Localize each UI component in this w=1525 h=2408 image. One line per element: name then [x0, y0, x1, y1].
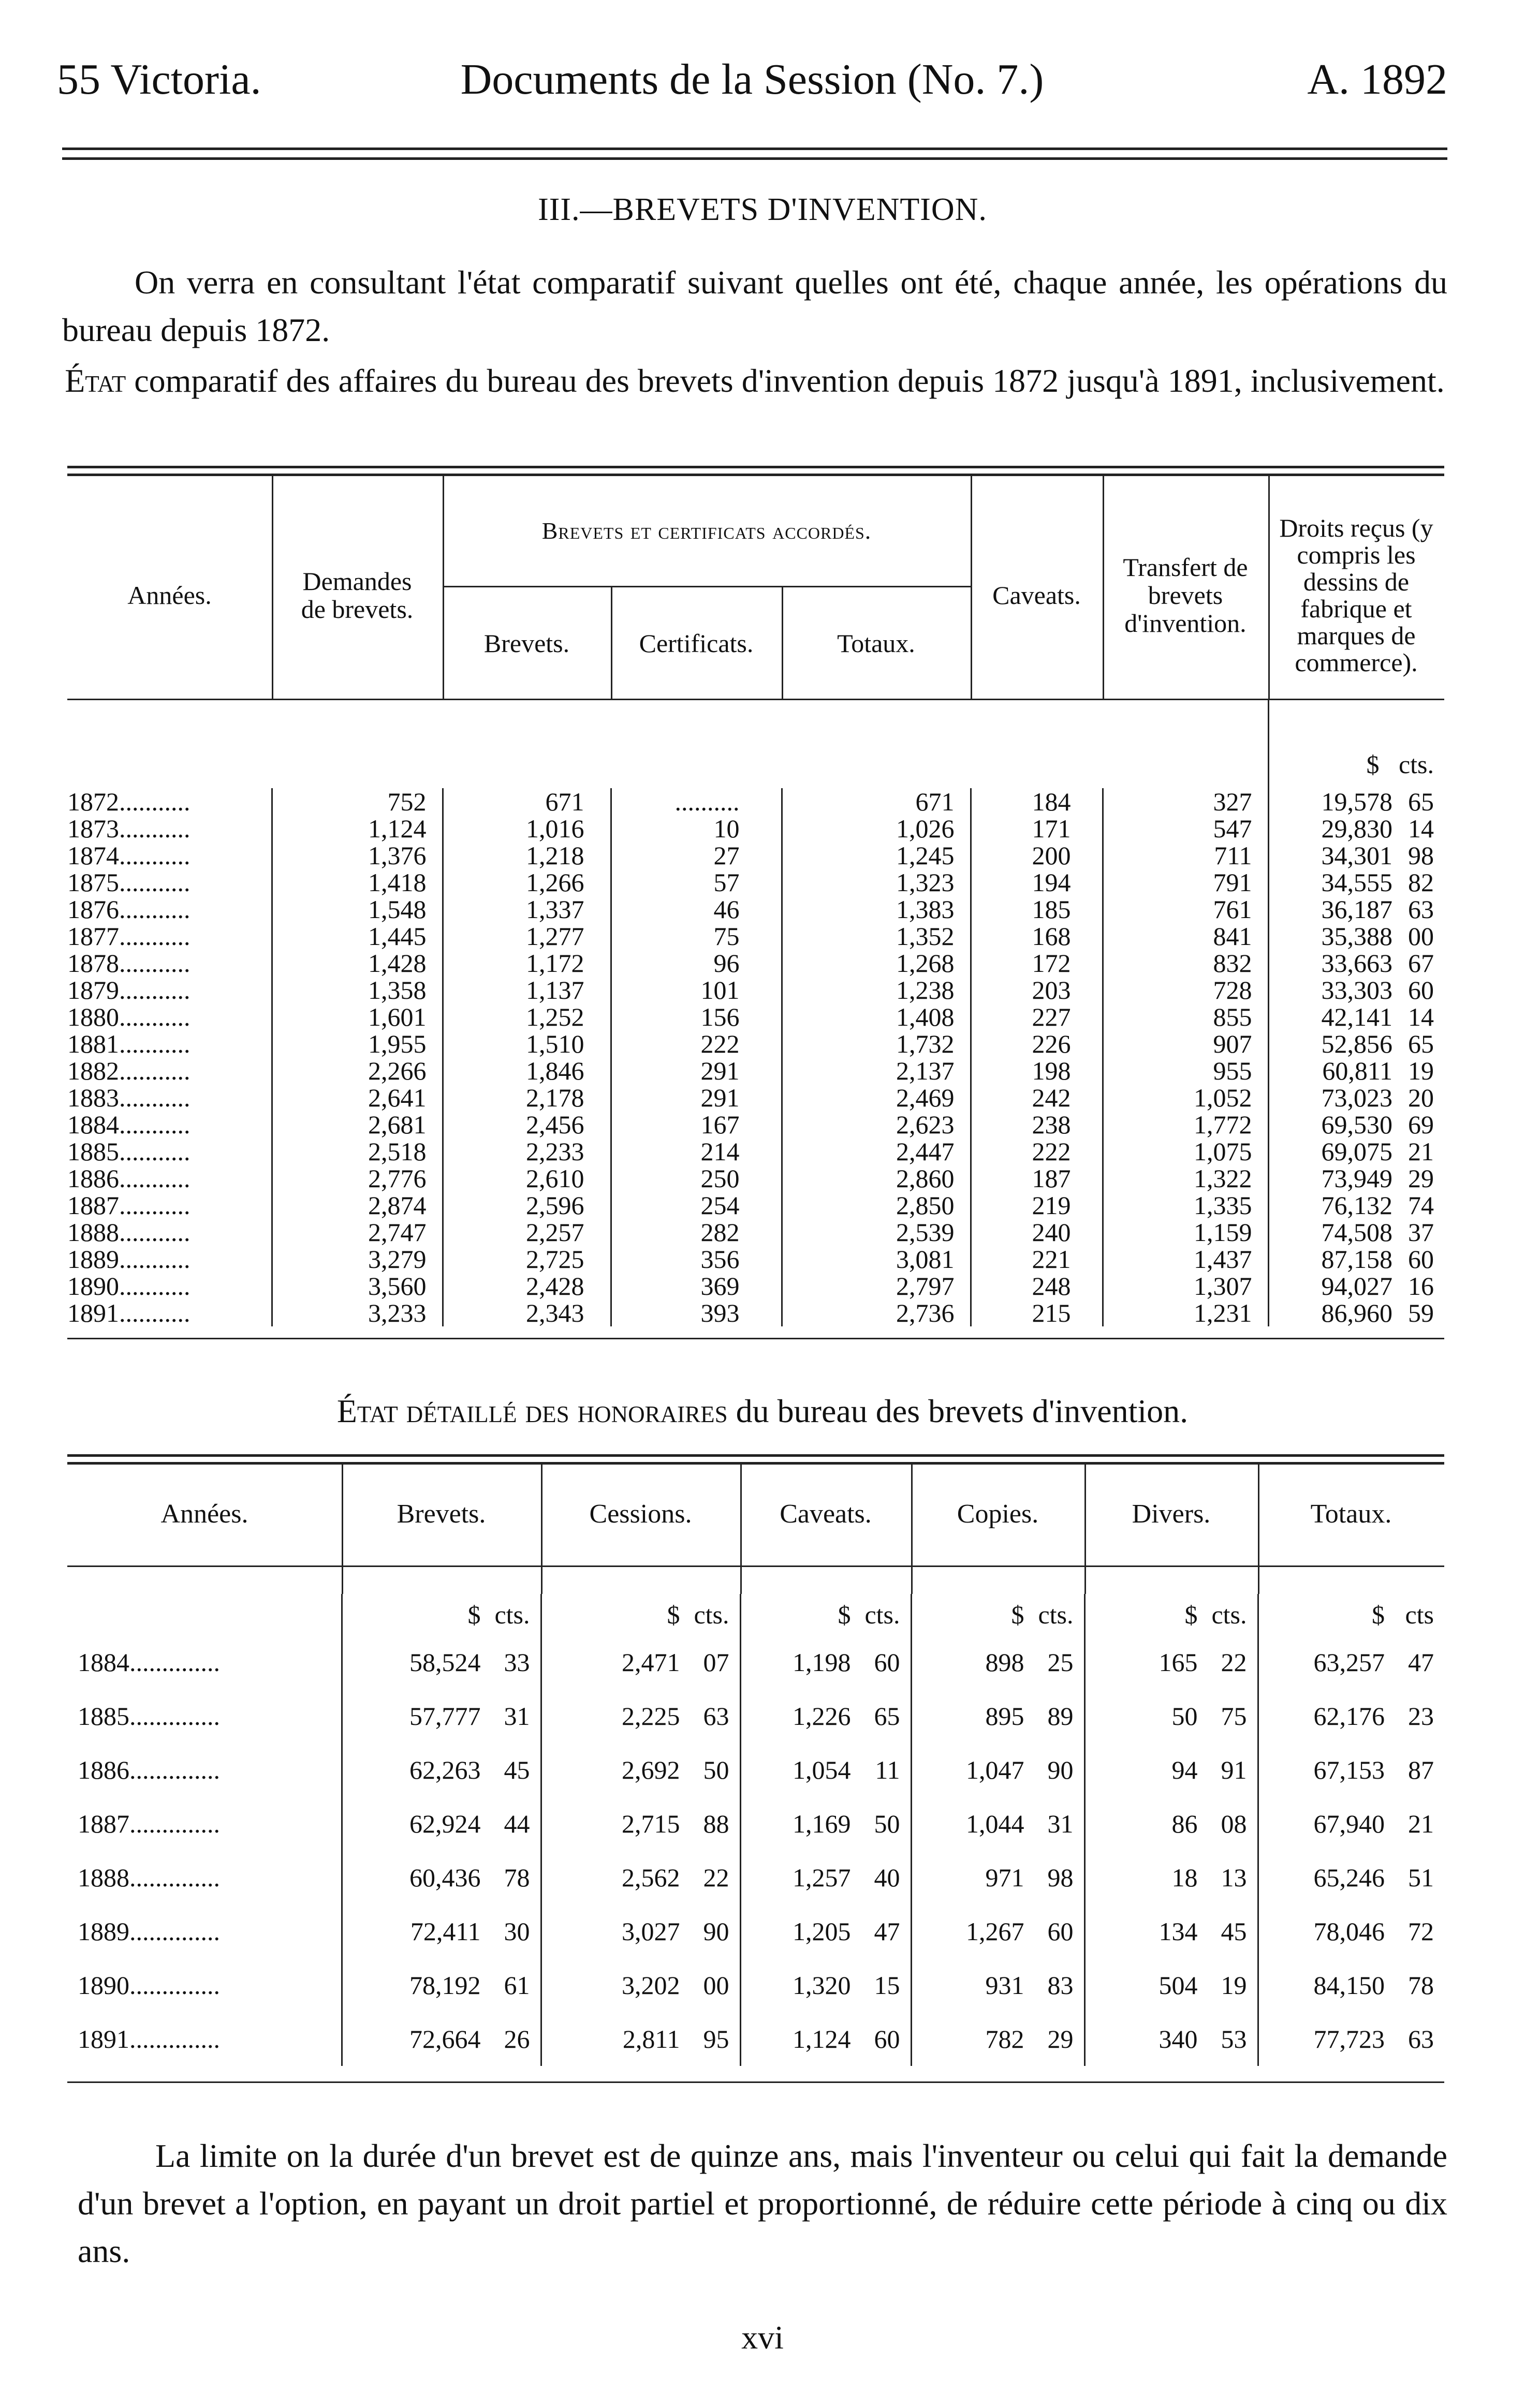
- year-cell: 1890...........: [67, 1273, 272, 1299]
- t2-header-brevets: Brevets.: [397, 1499, 486, 1529]
- caveats-cell: 227: [971, 1003, 1103, 1030]
- demandes-cell: 2,518: [272, 1138, 443, 1165]
- year-cell: 1881...........: [67, 1030, 272, 1057]
- transfert-cell: 791: [1103, 869, 1268, 896]
- table2-body: [67, 1594, 1444, 2066]
- totaux-unit: $ cts: [1372, 1600, 1434, 1629]
- table2-caption-text: du bureau des brevets d'invention.: [727, 1393, 1189, 1429]
- demandes-cell: 1,124: [272, 815, 443, 842]
- header-session: 55 Victoria.: [57, 55, 261, 104]
- totaux-cell: 77,723 63: [1313, 2025, 1434, 2054]
- totaux-cell: 1,245: [782, 842, 971, 869]
- caveats-cell: 203: [971, 977, 1103, 1003]
- brevets-cell: 62,263 45: [342, 1743, 541, 1797]
- t2-header-caveats: Caveats.: [780, 1499, 872, 1529]
- transfert-cell: 1,772: [1103, 1111, 1268, 1138]
- year-cell: 1889...........: [67, 1246, 272, 1273]
- table-row: [67, 1192, 1444, 1219]
- table-row: [67, 1958, 1444, 2012]
- droits-cell: 33,303 60: [1321, 976, 1434, 1004]
- totaux-cell: 1,352: [782, 923, 971, 950]
- certificats-cell: 254: [611, 1192, 782, 1219]
- table2-caption: [0, 1392, 1525, 1430]
- table1-top-rule: [67, 466, 1444, 476]
- caveats-unit: $ cts.: [740, 1594, 911, 1635]
- transfert-cell: 841: [1103, 923, 1268, 950]
- table-row: [67, 1851, 1444, 1904]
- demandes-cell: 1,418: [272, 869, 443, 896]
- table-row: [67, 1635, 1444, 1689]
- year-cell: 1884..............: [67, 1635, 342, 1689]
- totaux-cell: 671: [782, 788, 971, 815]
- totaux-cell: 2,860: [782, 1165, 971, 1192]
- caveats-cell: 1,124 60: [740, 2012, 911, 2066]
- caveats-cell: 200: [971, 842, 1103, 869]
- table-row: [67, 923, 1444, 950]
- copies-cell: 1,267 60: [911, 1904, 1084, 1958]
- caveats-cell: 1,320 15: [740, 1958, 911, 2012]
- table-row: [67, 950, 1444, 977]
- transfert-cell: 955: [1103, 1057, 1268, 1084]
- caveats-cell: 194: [971, 869, 1103, 896]
- droits-cell: 52,856 65: [1321, 1029, 1434, 1058]
- year-cell: 1888..............: [67, 1851, 342, 1904]
- transfert-cell: 907: [1103, 1030, 1268, 1057]
- table-row: [67, 869, 1444, 896]
- caveats-cell: 1,226 65: [740, 1689, 911, 1743]
- totaux-cell: 1,323: [782, 869, 971, 896]
- table2-top-rule: [67, 1454, 1444, 1465]
- caveats-cell: 222: [971, 1138, 1103, 1165]
- brevets-cell: 2,257: [443, 1219, 611, 1246]
- header-title: Documents de la Session (No. 7.): [460, 55, 1044, 104]
- totaux-cell: 67,153 87: [1313, 1755, 1434, 1784]
- demandes-cell: 1,445: [272, 923, 443, 950]
- caveats-cell: 198: [971, 1057, 1103, 1084]
- year-cell: 1886..............: [67, 1743, 342, 1797]
- copies-cell: 898 25: [911, 1635, 1084, 1689]
- demandes-cell: 752: [272, 788, 443, 815]
- caveats-cell: 185: [971, 896, 1103, 923]
- brevets-cell: 58,524 33: [342, 1635, 541, 1689]
- table-row: [67, 788, 1444, 815]
- droits-cell: 69,075 21: [1321, 1137, 1434, 1166]
- year-cell: 1875...........: [67, 869, 272, 896]
- droits-cell: 69,530 69: [1321, 1110, 1434, 1139]
- divers-cell: 134 45: [1084, 1904, 1258, 1958]
- brevets-cell: 2,456: [443, 1111, 611, 1138]
- certificats-cell: 291: [611, 1084, 782, 1111]
- table-row: [67, 842, 1444, 869]
- table-row: [67, 1743, 1444, 1797]
- divers-cell: 18 13: [1084, 1851, 1258, 1904]
- page-header: [57, 54, 1447, 111]
- totaux-cell: 1,026: [782, 815, 971, 842]
- brevets-cell: 2,428: [443, 1273, 611, 1299]
- year-cell: 1888...........: [67, 1219, 272, 1246]
- year-cell: 1886...........: [67, 1165, 272, 1192]
- table-row: [67, 1273, 1444, 1299]
- demandes-cell: 2,641: [272, 1084, 443, 1111]
- transfert-cell: 1,231: [1103, 1299, 1268, 1326]
- caveats-cell: 1,169 50: [740, 1797, 911, 1851]
- certificats-cell: 10: [611, 815, 782, 842]
- brevets-cell: 1,266: [443, 869, 611, 896]
- divers-cell: 340 53: [1084, 2012, 1258, 2066]
- brevets-cell: 1,277: [443, 923, 611, 950]
- certificats-cell: 369: [611, 1273, 782, 1299]
- certificats-cell: 101: [611, 977, 782, 1003]
- table1-caption-text: comparatif des affaires du bureau des brevets d'invention depuis 1872 jusqu'à 1891, inclusivement.: [126, 362, 1445, 399]
- demandes-cell: 1,601: [272, 1003, 443, 1030]
- totaux-cell: 1,238: [782, 977, 971, 1003]
- divers-unit: $ cts.: [1084, 1594, 1258, 1635]
- header-annees: Années.: [127, 581, 212, 610]
- transfert-cell: 728: [1103, 977, 1268, 1003]
- copies-cell: 782 29: [911, 2012, 1084, 2066]
- caveats-cell: 1,205 47: [740, 1904, 911, 1958]
- totaux-cell: 1,408: [782, 1003, 971, 1030]
- transfert-cell: 547: [1103, 815, 1268, 842]
- caveats-cell: 238: [971, 1111, 1103, 1138]
- footnote-paragraph: La limite on la durée d'un brevet est de quinze ans, mais l'inventeur ou celui qui fait la demande d'un brevet a l'option, en payant un droit partiel et proportionné, de réduire cette période à cinq ou dix ans.: [78, 2137, 1447, 2269]
- header-certificats: Certificats.: [639, 628, 754, 658]
- table-row: [67, 1003, 1444, 1030]
- divers-cell: 165 22: [1084, 1635, 1258, 1689]
- transfert-cell: 1,335: [1103, 1192, 1268, 1219]
- table-row: [67, 2012, 1444, 2066]
- table2-bottom-rule: [67, 2081, 1444, 2083]
- brevets-cell: 2,610: [443, 1165, 611, 1192]
- year-cell: 1873...........: [67, 815, 272, 842]
- certificats-cell: 57: [611, 869, 782, 896]
- droits-cell: 76,132 74: [1321, 1191, 1434, 1220]
- droits-cell: 87,158 60: [1321, 1245, 1434, 1274]
- copies-cell: 895 89: [911, 1689, 1084, 1743]
- totaux-cell: 63,257 47: [1313, 1648, 1434, 1677]
- certificats-cell: 282: [611, 1219, 782, 1246]
- totaux-cell: 1,268: [782, 950, 971, 977]
- totaux-cell: 2,469: [782, 1084, 971, 1111]
- t2-header-annees: Années.: [160, 1499, 248, 1529]
- caveats-cell: 221: [971, 1246, 1103, 1273]
- fees-table: [67, 1454, 1444, 2083]
- table-row: [67, 1246, 1444, 1273]
- table-row: [67, 1057, 1444, 1084]
- droits-cell: 34,555 82: [1321, 868, 1434, 897]
- table2-header: [67, 1465, 1444, 1594]
- divers-cell: 504 19: [1084, 1958, 1258, 2012]
- transfert-cell: 1,159: [1103, 1219, 1268, 1246]
- brevets-cell: 1,137: [443, 977, 611, 1003]
- totaux-cell: 2,850: [782, 1192, 971, 1219]
- header-brevets-certificats-group: Brevets et certificats accordés.: [541, 518, 872, 544]
- caveats-cell: 1,257 40: [740, 1851, 911, 1904]
- table2-caption-lead: État détaillé des honoraires: [336, 1393, 728, 1429]
- droits-cell: 73,949 29: [1321, 1164, 1434, 1193]
- totaux-cell: 2,797: [782, 1273, 971, 1299]
- transfert-cell: 1,437: [1103, 1246, 1268, 1273]
- brevets-cell: 1,252: [443, 1003, 611, 1030]
- year-cell: 1877...........: [67, 923, 272, 950]
- caveats-cell: 1,198 60: [740, 1635, 911, 1689]
- brevets-cell: 2,725: [443, 1246, 611, 1273]
- table-row: [67, 977, 1444, 1003]
- table-row: [67, 1689, 1444, 1743]
- demandes-cell: 1,548: [272, 896, 443, 923]
- transfert-cell: 711: [1103, 842, 1268, 869]
- year-cell: 1884...........: [67, 1111, 272, 1138]
- brevets-cell: 1,172: [443, 950, 611, 977]
- droits-cell: 35,388 00: [1321, 922, 1434, 951]
- caveats-cell: 248: [971, 1273, 1103, 1299]
- brevets-cell: 2,343: [443, 1299, 611, 1326]
- brevets-cell: 1,510: [443, 1030, 611, 1057]
- totaux-cell: 2,539: [782, 1219, 971, 1246]
- table-row: [67, 896, 1444, 923]
- totaux-cell: 1,383: [782, 896, 971, 923]
- demandes-cell: 2,874: [272, 1192, 443, 1219]
- cessions-cell: 2,562 22: [541, 1851, 740, 1904]
- demandes-cell: 3,233: [272, 1299, 443, 1326]
- t2-header-totaux: Totaux.: [1310, 1499, 1392, 1529]
- caveats-cell: 226: [971, 1030, 1103, 1057]
- transfert-cell: 1,322: [1103, 1165, 1268, 1192]
- divers-cell: 50 75: [1084, 1689, 1258, 1743]
- totaux-cell: 3,081: [782, 1246, 971, 1273]
- totaux-cell: 2,137: [782, 1057, 971, 1084]
- table-row: [67, 1111, 1444, 1138]
- t2-header-cessions: Cessions.: [589, 1499, 692, 1529]
- year-cell: 1879...........: [67, 977, 272, 1003]
- totaux-cell: 2,623: [782, 1111, 971, 1138]
- transfert-cell: 327: [1103, 788, 1268, 815]
- year-cell: 1891..............: [67, 2012, 342, 2066]
- table1-caption: [62, 357, 1447, 405]
- copies-cell: 971 98: [911, 1851, 1084, 1904]
- droits-cell: 86,960 59: [1321, 1298, 1434, 1327]
- caveats-cell: 215: [971, 1299, 1103, 1326]
- certificats-cell: 356: [611, 1246, 782, 1273]
- brevets-unit: $ cts.: [342, 1594, 541, 1635]
- totaux-cell: 78,046 72: [1313, 1917, 1434, 1946]
- header-brevets: Brevets.: [483, 628, 570, 658]
- section-title: III.—BREVETS D'INVENTION.: [538, 192, 987, 227]
- table-row: [67, 1165, 1444, 1192]
- table-row: [67, 1904, 1444, 1958]
- copies-cell: 931 83: [911, 1958, 1084, 2012]
- header-droits: Droits reçus (y compris les dessins de fabrique et marques de commerce).: [1279, 513, 1433, 677]
- transfert-cell: 1,052: [1103, 1084, 1268, 1111]
- caveats-cell: 219: [971, 1192, 1103, 1219]
- year-cell: 1885..............: [67, 1689, 342, 1743]
- brevets-cell: 78,192 61: [342, 1958, 541, 2012]
- demandes-cell: 3,560: [272, 1273, 443, 1299]
- year-cell: 1880...........: [67, 1003, 272, 1030]
- table-row: [67, 1299, 1444, 1326]
- table1-body: [67, 700, 1444, 1326]
- certificats-cell: 291: [611, 1057, 782, 1084]
- copies-cell: 1,047 90: [911, 1743, 1084, 1797]
- transfert-cell: 855: [1103, 1003, 1268, 1030]
- caveats-cell: 172: [971, 950, 1103, 977]
- header-year: A. 1892: [1307, 55, 1447, 104]
- certificats-cell: 250: [611, 1165, 782, 1192]
- certificats-cell: 27: [611, 842, 782, 869]
- demandes-cell: 2,747: [272, 1219, 443, 1246]
- copies-cell: 1,044 31: [911, 1797, 1084, 1851]
- brevets-cell: 671: [443, 788, 611, 815]
- droits-cell: 33,663 67: [1321, 949, 1434, 978]
- year-cell: 1872...........: [67, 788, 272, 815]
- cessions-cell: 2,811 95: [541, 2012, 740, 2066]
- cessions-cell: 3,027 90: [541, 1904, 740, 1958]
- certificats-cell: ..........: [611, 788, 782, 815]
- brevets-cell: 60,436 78: [342, 1851, 541, 1904]
- year-cell: 1878...........: [67, 950, 272, 977]
- cessions-cell: 2,225 63: [541, 1689, 740, 1743]
- demandes-cell: 1,376: [272, 842, 443, 869]
- table1-header: [67, 476, 1444, 699]
- certificats-cell: 96: [611, 950, 782, 977]
- caveats-cell: 1,054 11: [740, 1743, 911, 1797]
- brevets-cell: 1,846: [443, 1057, 611, 1084]
- t2-header-copies: Copies.: [957, 1499, 1039, 1529]
- brevets-cell: 2,178: [443, 1084, 611, 1111]
- cessions-cell: 3,202 00: [541, 1958, 740, 2012]
- droits-cell: 74,508 37: [1321, 1218, 1434, 1247]
- header-caveats: Caveats.: [992, 581, 1081, 610]
- droits-cell: 34,301 98: [1321, 841, 1434, 870]
- certificats-cell: 222: [611, 1030, 782, 1057]
- year-cell: 1885...........: [67, 1138, 272, 1165]
- totaux-cell: 2,447: [782, 1138, 971, 1165]
- droits-cell: 29,830 14: [1321, 814, 1434, 843]
- year-cell: 1889..............: [67, 1904, 342, 1958]
- brevets-cell: 62,924 44: [342, 1797, 541, 1851]
- header-rule: [62, 147, 1447, 160]
- year-cell: 1876...........: [67, 896, 272, 923]
- certificats-cell: 393: [611, 1299, 782, 1326]
- demandes-cell: 2,681: [272, 1111, 443, 1138]
- table-row: [67, 1084, 1444, 1111]
- table-row: [67, 1030, 1444, 1057]
- certificats-cell: 156: [611, 1003, 782, 1030]
- caveats-cell: 184: [971, 788, 1103, 815]
- caveats-cell: 242: [971, 1084, 1103, 1111]
- cessions-cell: 2,471 07: [541, 1635, 740, 1689]
- cessions-unit: $ cts.: [541, 1594, 740, 1635]
- totaux-cell: 65,246 51: [1313, 1863, 1434, 1892]
- table1-bottom-rule: [67, 1338, 1444, 1339]
- brevets-cell: 72,411 30: [342, 1904, 541, 1958]
- brevets-cell: 2,596: [443, 1192, 611, 1219]
- year-cell: 1891...........: [67, 1299, 272, 1326]
- cessions-cell: 2,715 88: [541, 1797, 740, 1851]
- demandes-cell: 2,776: [272, 1165, 443, 1192]
- intro-paragraph: On verra en consultant l'état comparatif suivant quelles ont été, chaque année, les opérations du bureau depuis 1872.: [62, 264, 1447, 348]
- copies-unit: $ cts.: [911, 1594, 1084, 1635]
- brevets-cell: 1,337: [443, 896, 611, 923]
- year-cell: 1874...........: [67, 842, 272, 869]
- year-cell: 1883...........: [67, 1084, 272, 1111]
- demandes-cell: 1,428: [272, 950, 443, 977]
- certificats-cell: 167: [611, 1111, 782, 1138]
- demandes-cell: 1,358: [272, 977, 443, 1003]
- totaux-cell: 62,176 23: [1313, 1702, 1434, 1731]
- certificats-cell: 46: [611, 896, 782, 923]
- header-demandes: Demandes de brevets.: [301, 567, 414, 624]
- caveats-cell: 168: [971, 923, 1103, 950]
- droits-cell: 60,811 19: [1322, 1056, 1434, 1085]
- transfert-cell: 832: [1103, 950, 1268, 977]
- droits-cell: 42,141 14: [1321, 1002, 1434, 1031]
- totaux-cell: 1,732: [782, 1030, 971, 1057]
- header-transfert: Transfert de brevets d'invention.: [1123, 553, 1248, 638]
- table-row: [67, 1219, 1444, 1246]
- table-row: [67, 815, 1444, 842]
- year-cell: 1890..............: [67, 1958, 342, 2012]
- table1-unit-row: [67, 700, 1444, 788]
- caveats-cell: 171: [971, 815, 1103, 842]
- divers-cell: 94 91: [1084, 1743, 1258, 1797]
- droits-cell: 36,187 63: [1321, 895, 1434, 924]
- divers-cell: 86 08: [1084, 1797, 1258, 1851]
- brevets-cell: 2,233: [443, 1138, 611, 1165]
- brevets-cell: 72,664 26: [342, 2012, 541, 2066]
- demandes-cell: 1,955: [272, 1030, 443, 1057]
- year-cell: 1887...........: [67, 1192, 272, 1219]
- table-row: [67, 1797, 1444, 1851]
- brevets-cell: 1,218: [443, 842, 611, 869]
- transfert-cell: 1,075: [1103, 1138, 1268, 1165]
- unit-dollar: $: [1366, 750, 1380, 779]
- totaux-cell: 67,940 21: [1313, 1809, 1434, 1838]
- totaux-cell: 84,150 78: [1313, 1971, 1434, 2000]
- caveats-cell: 240: [971, 1219, 1103, 1246]
- transfert-cell: 1,307: [1103, 1273, 1268, 1299]
- unit-cts: cts.: [1398, 750, 1434, 779]
- page-number: xvi: [741, 2319, 784, 2356]
- cessions-cell: 2,692 50: [541, 1743, 740, 1797]
- comparative-table: [67, 466, 1444, 1339]
- brevets-cell: 1,016: [443, 815, 611, 842]
- caveats-cell: 187: [971, 1165, 1103, 1192]
- demandes-cell: 3,279: [272, 1246, 443, 1273]
- droits-cell: 19,578 65: [1321, 787, 1434, 816]
- demandes-cell: 2,266: [272, 1057, 443, 1084]
- droits-cell: 94,027 16: [1321, 1272, 1434, 1301]
- table2-unit-row: [67, 1594, 1444, 1635]
- t2-header-divers: Divers.: [1132, 1499, 1211, 1529]
- year-cell: 1887..............: [67, 1797, 342, 1851]
- table-row: [67, 1138, 1444, 1165]
- year-cell: 1882...........: [67, 1057, 272, 1084]
- header-totaux: Totaux.: [837, 628, 915, 658]
- totaux-cell: 2,736: [782, 1299, 971, 1326]
- certificats-cell: 214: [611, 1138, 782, 1165]
- transfert-cell: 761: [1103, 896, 1268, 923]
- certificats-cell: 75: [611, 923, 782, 950]
- table1-caption-lead: État: [65, 362, 126, 399]
- droits-cell: 73,023 20: [1321, 1083, 1434, 1112]
- brevets-cell: 57,777 31: [342, 1689, 541, 1743]
